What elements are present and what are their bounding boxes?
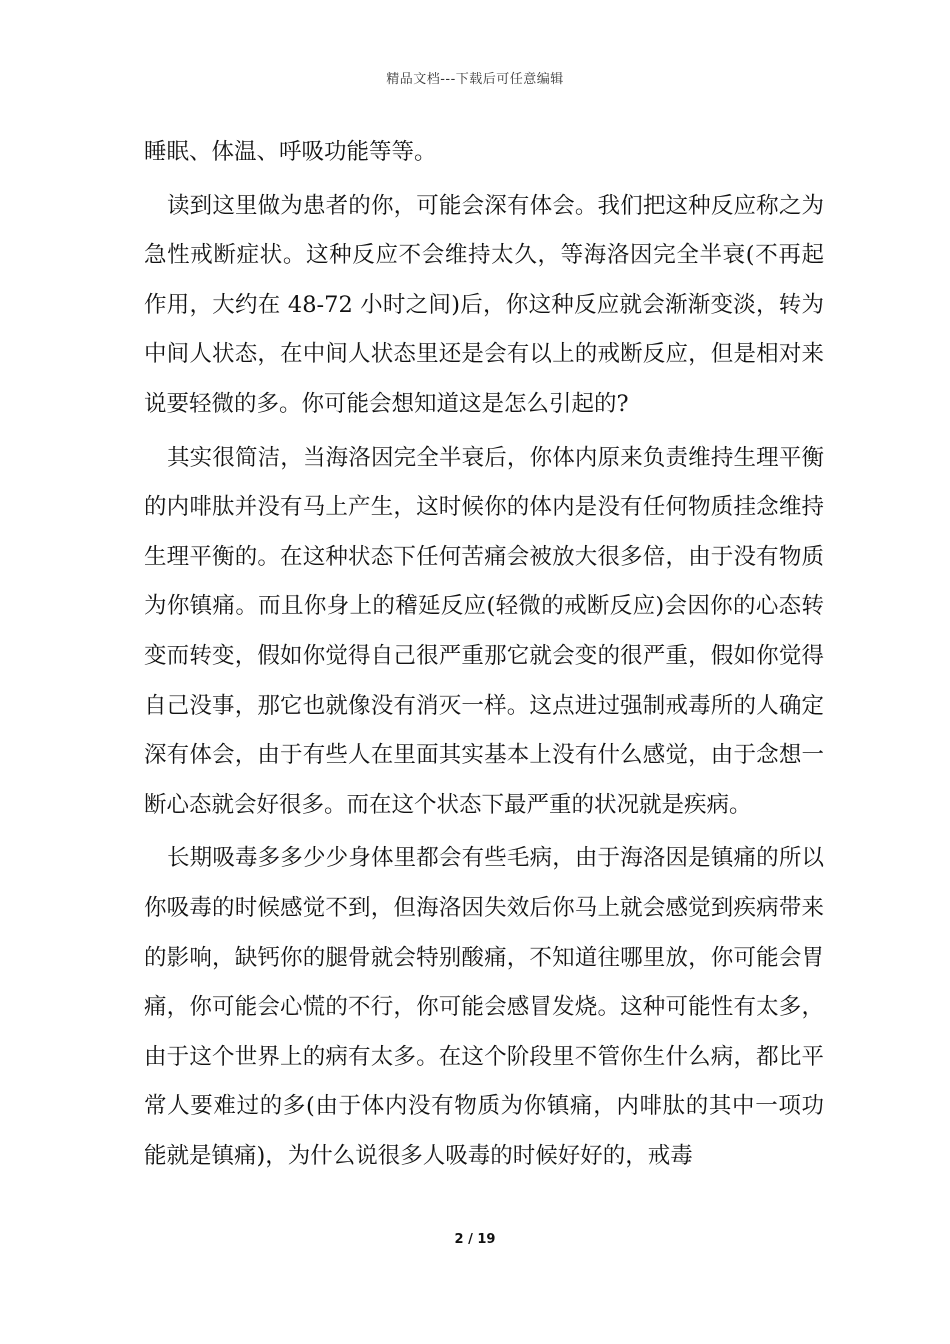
- paragraph-1: 睡眠、体温、呼吸功能等等。: [144, 139, 437, 165]
- document-body: [144, 128, 824, 1185]
- paragraph-3: 其实很简洁，当海洛因完全半衰后，你体内原来负责维持生理平衡的内啡肽并没有马上产生，这时候你的体内是没有任何物质挂念维持生理平衡的。在这种状态下任何苦痛会被放大很多倍，由于没有物质为你镇痛。而且你身上的稽延反应(轻微的戒断反应)会因你的心态转变而转变，假如你觉得自己很严重那它就会变的很严重，假如你觉得自己没事，那它也就像没有消灭一样。这点进过强制戒毒所的人确定深有体会，由于有些人在里面其实基本上没有什么感觉，由于念想一断心态就会好很多。而在这个状态下最严重的状况就是疾病。: [144, 444, 824, 818]
- page-number: 2 / 19: [454, 1232, 496, 1247]
- paragraph-4: 长期吸毒多多少少身体里都会有些毛病，由于海洛因是镇痛的所以你吸毒的时候感觉不到，但海洛因失效后你马上就会感觉到疾病带来的影响，缺钙你的腿骨就会特别酸痛，不知道往哪里放，你可能会胃痛，你可能会心慌的不行，你可能会感冒发烧。这种可能性有太多，由于这个世界上的病有太多。在这个阶段里不管你生什么病，都比平常人要难过的多(由于体内没有物质为你镇痛，内啡肽的其中一项功能就是镇痛)，为什么说很多人吸毒的时候好好的，戒毒: [144, 845, 824, 1169]
- paragraph-2: 读到这里做为患者的你，可能会深有体会。我们把这种反应称之为急性戒断症状。这种反应不会维持太久，等海洛因完全半衰(不再起作用，大约在 48-72 小时之间)后，你这种反应就会渐渐变淡，转为中间人状态，在中间人状态里还是会有以上的戒断反应，但是相对来说要轻微的多。你可能会想知道这是怎么引起的?: [144, 192, 824, 417]
- page-header: 精品文档---下载后可任意编辑: [386, 72, 564, 87]
